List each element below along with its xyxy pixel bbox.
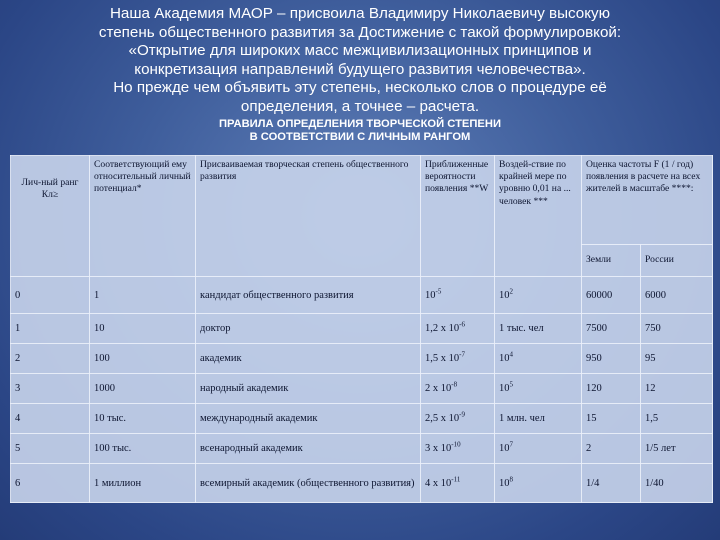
cell-russia [641, 374, 713, 404]
impact-exponent: 8 [509, 475, 513, 483]
intro-text [20, 5, 700, 117]
cell-russia [641, 434, 713, 464]
cell-russia [641, 404, 713, 434]
potential-value: 1000 [94, 383, 115, 394]
cell-probability [421, 464, 495, 503]
probability-base: 3 х 10 [425, 443, 452, 454]
intro-line: степень общественного развития за Достижение с такой формулировкой: [98, 23, 622, 41]
table-title-line: В СООТВЕТСТВИИ С ЛИЧНЫМ РАНГОМ [249, 131, 471, 143]
probability-exponent: -10 [451, 440, 461, 449]
probability-base: 2,5 х 10 [425, 413, 460, 424]
impact-base: 10 [499, 289, 510, 301]
probability-base: 10 [425, 289, 436, 301]
earth-value: 60000 [586, 289, 613, 301]
header-row [11, 156, 713, 245]
cell-rank [11, 404, 90, 434]
probability-exponent: -8 [451, 380, 458, 389]
table-title [0, 118, 720, 144]
rank-value: 3 [15, 383, 21, 394]
header-frequency: Оценка частоты F (1 / год) появления в расчете на всех жителей в масштабе ****: [582, 156, 713, 245]
cell-rank [11, 277, 90, 314]
cell-impact [495, 344, 582, 374]
table-row [11, 374, 713, 404]
degree-value: народный академик [200, 383, 289, 394]
cell-potential [90, 314, 196, 344]
potential-value: 10 [94, 323, 105, 334]
cell-earth [582, 464, 641, 503]
earth-value: 2 [586, 443, 592, 454]
earth-value: 15 [586, 413, 597, 424]
probability-exponent: -5 [435, 287, 442, 295]
table-row [11, 404, 713, 434]
cell-rank [11, 434, 90, 464]
earth-value: 120 [586, 383, 602, 394]
table-row [11, 314, 713, 344]
probability-base: 2 х 10 [425, 383, 452, 394]
degree-value: доктор [200, 323, 231, 334]
cell-degree [196, 374, 421, 404]
probability-base: 4 х 10 [425, 477, 452, 489]
impact-exponent: 5 [509, 380, 513, 389]
probability-exponent: -6 [459, 320, 465, 329]
degree-value: академик [200, 353, 242, 364]
cell-degree [196, 434, 421, 464]
cell-potential [90, 277, 196, 314]
cell-rank [11, 374, 90, 404]
intro-line: Но прежде чем объявить эту степень, несколько слов о процедуре её [113, 79, 607, 97]
probability-base: 1,5 х 10 [425, 353, 460, 364]
cell-probability [421, 314, 495, 344]
impact-base: 10 [499, 443, 510, 454]
cell-rank [11, 344, 90, 374]
cell-potential [90, 434, 196, 464]
cell-impact [495, 277, 582, 314]
earth-value: 950 [586, 353, 602, 364]
impact-exponent: 7 [509, 440, 513, 449]
cell-potential [90, 404, 196, 434]
probability-base: 1,2 х 10 [425, 323, 460, 334]
cell-earth [582, 434, 641, 464]
cell-russia [641, 464, 713, 503]
russia-value: 750 [645, 323, 661, 334]
cell-degree [196, 404, 421, 434]
russia-value: 6000 [645, 289, 666, 301]
header-rank [11, 156, 90, 277]
impact-exponent: 2 [509, 287, 513, 295]
degree-value: всенародный академик [200, 443, 303, 454]
rank-value: 6 [15, 477, 21, 489]
intro-line: определения, а точнее – расчета. [240, 97, 480, 115]
table-title-line: ПРАВИЛА ОПРЕДЕЛЕНИЯ ТВОРЧЕСКОЙ СТЕПЕНИ [218, 118, 502, 130]
cell-degree [196, 277, 421, 314]
cell-impact [495, 374, 582, 404]
potential-value: 1 миллион [94, 477, 142, 489]
table-row [11, 344, 713, 374]
cell-impact [495, 464, 582, 503]
intro-line: «Открытие для широких масс межцивилизационных принципов и [128, 42, 592, 60]
cell-rank [11, 464, 90, 503]
rank-value: 1 [15, 323, 21, 334]
degree-value: всемирный академик (общественного развития) [200, 477, 415, 489]
header-russia: России [641, 245, 713, 277]
potential-value: 100 [94, 353, 110, 364]
cell-russia [641, 277, 713, 314]
russia-value: 12 [645, 383, 656, 394]
cell-potential [90, 464, 196, 503]
rank-table [10, 155, 713, 503]
impact-base: 10 [499, 353, 510, 364]
table-row [11, 434, 713, 464]
header-degree: Присваиваемая творческая степень общественного развития [196, 156, 421, 277]
cell-degree [196, 314, 421, 344]
probability-exponent: -11 [451, 475, 461, 483]
header-earth: Земли [582, 245, 641, 277]
potential-value: 10 тыс. [94, 413, 127, 424]
cell-earth [582, 277, 641, 314]
header-rank-text: Лич-ный ранг Кл≥ [21, 177, 79, 201]
header-probability: Приближенные вероятности появления **W [421, 156, 495, 277]
cell-impact [495, 314, 582, 344]
rank-value: 0 [15, 289, 21, 301]
probability-exponent: -9 [459, 410, 465, 419]
degree-value: международный академик [200, 413, 318, 424]
header-potential: Соответствующий ему относительный личный потенциал* [90, 156, 196, 277]
cell-potential [90, 374, 196, 404]
rank-value: 5 [15, 443, 21, 454]
cell-probability [421, 404, 495, 434]
cell-degree [196, 344, 421, 374]
potential-value: 100 тыс. [94, 443, 132, 454]
degree-value: кандидат общественного развития [200, 289, 354, 301]
probability-exponent: -7 [459, 350, 465, 359]
russia-value: 1/5 лет [645, 443, 676, 454]
table-row [11, 464, 713, 503]
impact-base: 10 [499, 477, 510, 489]
cell-probability [421, 277, 495, 314]
cell-earth [582, 404, 641, 434]
impact-exponent: 4 [509, 350, 513, 359]
cell-degree [196, 464, 421, 503]
impact-base: 10 [499, 383, 510, 394]
impact-text: 1 тыс. чел [499, 323, 544, 334]
rank-value: 4 [15, 413, 21, 424]
earth-value: 1/4 [586, 477, 600, 489]
impact-text: 1 млн. чел [499, 413, 545, 424]
cell-probability [421, 434, 495, 464]
cell-rank [11, 314, 90, 344]
potential-value: 1 [94, 289, 100, 301]
cell-earth [582, 344, 641, 374]
header-impact: Воздей-ствие по крайней мере по уровню 0,01 на ... человек *** [495, 156, 582, 277]
cell-potential [90, 344, 196, 374]
cell-probability [421, 374, 495, 404]
intro-line: конкретизация направлений будущего развития человечества». [134, 60, 586, 78]
cell-earth [582, 374, 641, 404]
russia-value: 1/40 [645, 477, 664, 489]
cell-probability [421, 344, 495, 374]
cell-impact [495, 434, 582, 464]
cell-earth [582, 314, 641, 344]
table-row [11, 277, 713, 314]
rank-value: 2 [15, 353, 21, 364]
russia-value: 1,5 [645, 413, 659, 424]
russia-value: 95 [645, 353, 656, 364]
cell-russia [641, 314, 713, 344]
earth-value: 7500 [586, 323, 607, 334]
cell-impact [495, 404, 582, 434]
intro-line: Наша Академия МАОР – присвоила Владимиру Николаевичу высокую [109, 5, 611, 22]
cell-russia [641, 344, 713, 374]
